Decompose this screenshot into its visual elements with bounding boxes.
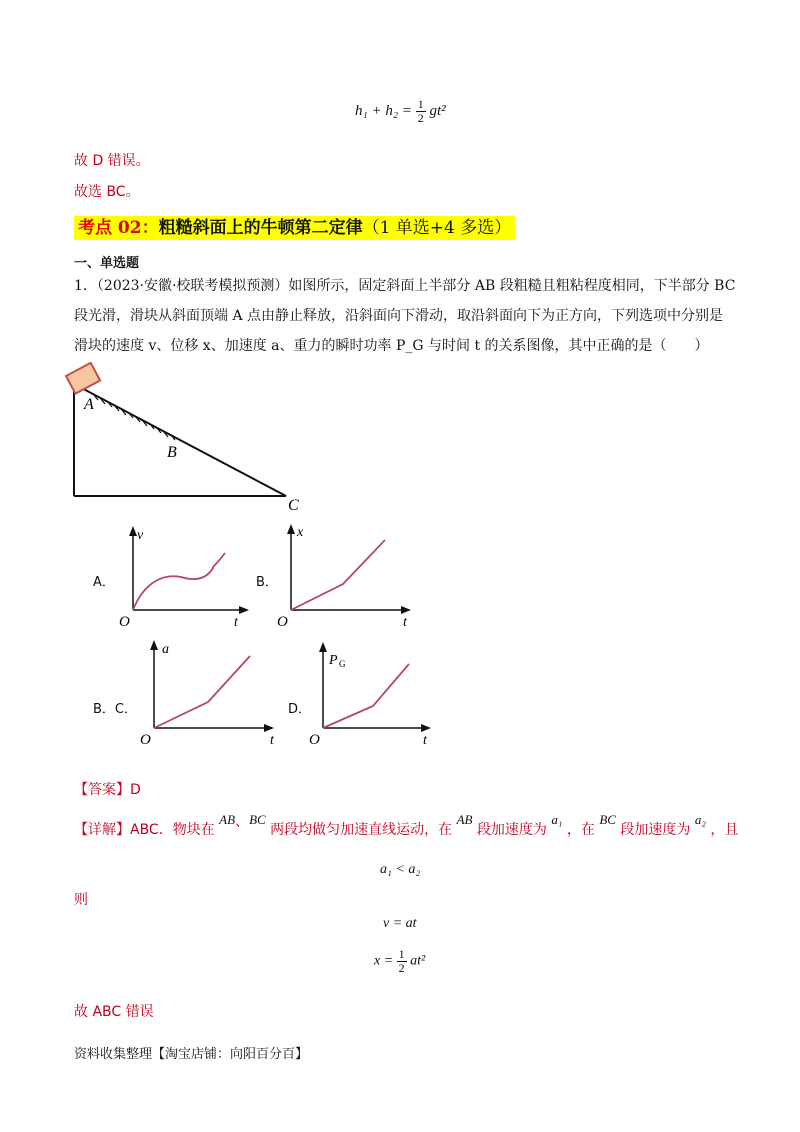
- graph-b-curve: [291, 540, 385, 610]
- detail-a2: a₂: [694, 812, 706, 827]
- detail-t1: 【详解】ABC．物块在: [74, 822, 215, 838]
- detail-bc2: BC: [599, 812, 616, 827]
- eq-x-num: 1: [398, 947, 405, 961]
- option-a-label: A．: [93, 575, 115, 590]
- formula-top-lhs: h₁ + h₂ =: [355, 102, 412, 119]
- incline-label-a: A: [84, 396, 94, 413]
- detail-a1: a₁: [551, 812, 563, 827]
- detail-ab2: AB: [456, 812, 473, 827]
- graph-a-ylabel: v: [137, 528, 144, 543]
- graph-c-ylabel: a: [162, 642, 169, 657]
- graph-b-ylabel: x: [297, 525, 304, 540]
- option-b-label: B．: [256, 575, 278, 590]
- detail-ab: AB: [219, 812, 236, 827]
- graph-d-ylabel: P: [329, 653, 338, 668]
- section-title: 粗糙斜面上的牛顿第二定律: [158, 218, 363, 238]
- graph-b: [273, 520, 423, 630]
- line-choose: 故选 BC。: [74, 184, 140, 200]
- graph-c-y-arrow: [150, 640, 158, 650]
- section-heading: [74, 216, 515, 240]
- subheading: 一、单选题: [74, 256, 140, 271]
- inequality: a₁ < a₂: [380, 862, 421, 877]
- detail-t5: 段加速度为: [620, 822, 691, 838]
- option-c-label: B．C．: [93, 702, 137, 717]
- formula-top-den: 2: [417, 111, 424, 125]
- incline-diagram: [64, 362, 314, 512]
- footer: 资料收集整理【淘宝店铺：向阳百分百】: [74, 1047, 309, 1062]
- graph-a-y-arrow: [129, 526, 137, 536]
- detail-line: [74, 812, 739, 840]
- graph-d: [305, 636, 455, 748]
- graph-b-x-arrow: [401, 606, 411, 614]
- graph-a-x-arrow: [239, 606, 249, 614]
- abc-wrong: 故 ABC 错误: [74, 1004, 154, 1020]
- graph-d-origin: O: [309, 732, 320, 748]
- formula-top: [355, 98, 446, 125]
- then-word: 则: [74, 892, 88, 908]
- formula-top-fraction: [416, 98, 426, 125]
- graph-a-origin: O: [119, 614, 130, 630]
- slider-block: [66, 363, 100, 394]
- graph-c: [136, 636, 286, 748]
- incline-label-c: C: [288, 497, 299, 512]
- graph-d-ylabel-sub: G: [339, 659, 346, 669]
- detail-bc: BC: [249, 812, 266, 827]
- detail-t3: 段加速度为: [476, 822, 547, 838]
- graph-c-origin: O: [140, 732, 151, 748]
- eq-x-fraction: [397, 948, 407, 975]
- eq-x-rhs: at²: [410, 953, 426, 969]
- eq-x: [374, 948, 425, 975]
- question-line-3: 滑块的速度 v、位移 x、加速度 a、重力的瞬时功率 P_G 与时间 t 的关系图像，其中正确的是（ ）: [74, 338, 709, 354]
- graph-d-xlabel: t: [423, 733, 427, 748]
- section-prefix: 考点 02：: [78, 218, 159, 238]
- graph-c-x-arrow: [264, 724, 274, 732]
- eq-x-lhs: x =: [374, 953, 394, 969]
- question-line-1: 1．（2023·安徽·校联考模拟预测）如图所示，固定斜面上半部分 AB 段粗糙且粗粘程度相同，下半部分 BC: [74, 278, 736, 294]
- graph-a: [115, 522, 255, 630]
- eq-v: v = at: [383, 916, 417, 931]
- answer: 【答案】D: [74, 782, 141, 798]
- eq-x-den: 2: [398, 961, 405, 975]
- detail-t2: 两段均做匀加速直线运动，在: [270, 822, 453, 838]
- graph-d-y-arrow: [319, 642, 327, 652]
- graph-c-xlabel: t: [270, 733, 274, 748]
- graph-c-curve: [154, 656, 250, 728]
- graph-d-x-arrow: [421, 724, 431, 732]
- graph-a-curve: [133, 553, 225, 610]
- question-line-2: 段光滑，滑块从斜面顶端 A 点由静止释放，沿斜面向下滑动，取沿斜面向下为正方向，下列选项中分别是: [74, 308, 724, 324]
- formula-top-rhs: gt²: [429, 102, 446, 119]
- incline-label-b: B: [167, 444, 177, 461]
- detail-t6: ，且: [710, 822, 739, 838]
- graph-b-origin: O: [277, 614, 288, 630]
- detail-t4: ，在: [566, 822, 595, 838]
- line-d-wrong: 故 D 错误。: [74, 153, 150, 169]
- incline-slope: [74, 384, 286, 496]
- graph-a-xlabel: t: [234, 615, 238, 630]
- graph-b-xlabel: t: [403, 615, 407, 630]
- section-sub: （1 单选+4 多选）: [362, 218, 512, 238]
- formula-top-num: 1: [417, 97, 424, 111]
- graph-d-curve: [323, 664, 409, 728]
- option-d-label: D．: [288, 702, 312, 717]
- detail-sep: 、: [235, 814, 250, 830]
- graph-b-y-arrow: [287, 524, 295, 534]
